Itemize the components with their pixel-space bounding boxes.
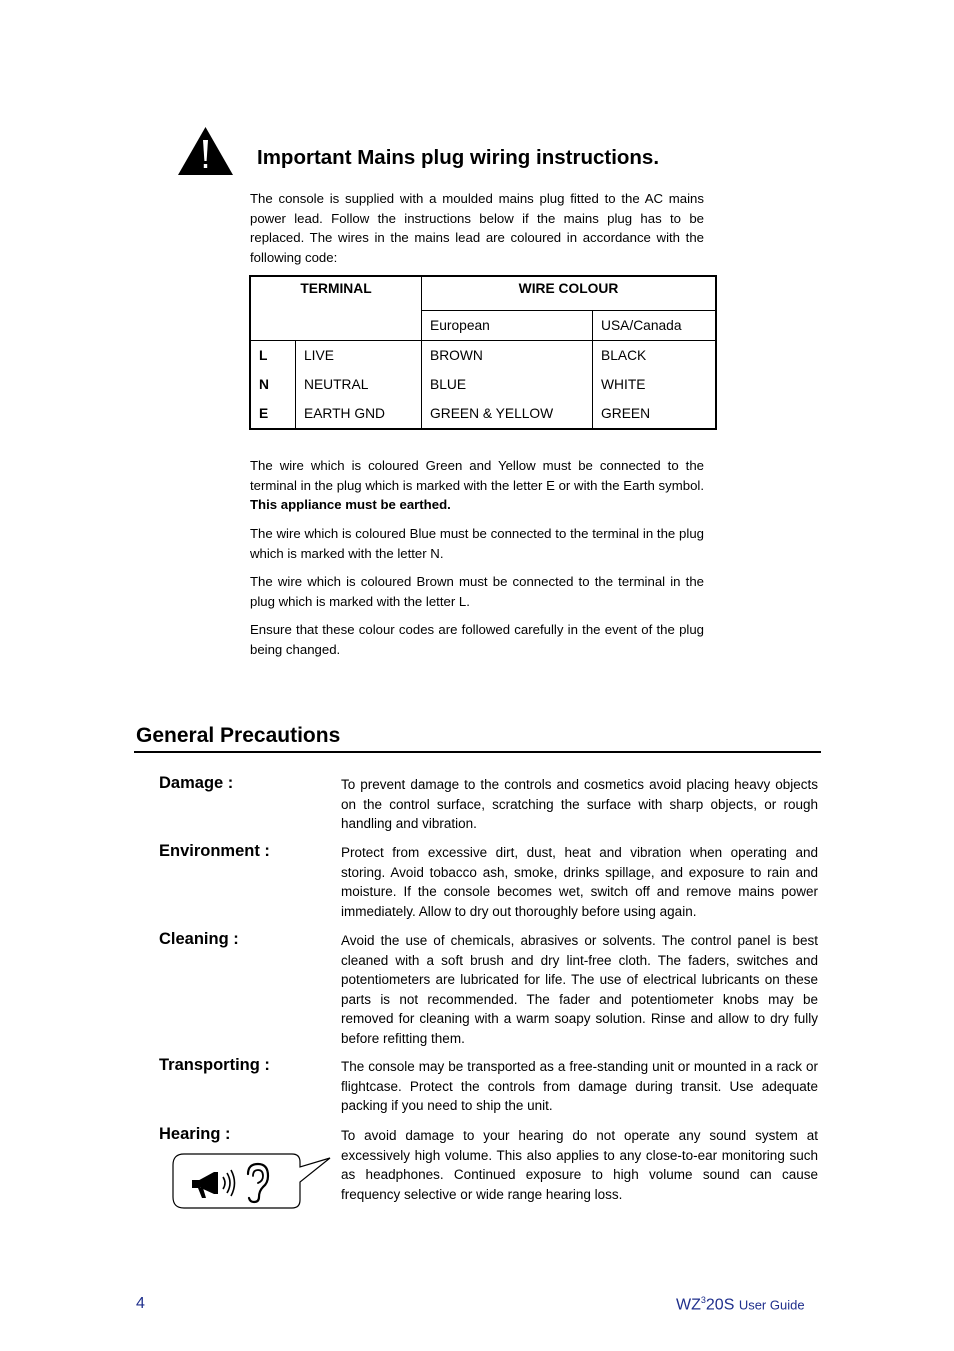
warning-triangle-icon bbox=[177, 126, 234, 176]
hearing-label: Hearing : bbox=[159, 1125, 231, 1143]
user-guide-label: User Guide bbox=[738, 1297, 805, 1313]
damage-label: Damage : bbox=[159, 774, 234, 792]
cleaning-label: Cleaning : bbox=[159, 930, 239, 948]
mains-title: Important Mains plug wiring instructions. bbox=[257, 146, 660, 169]
megaphone-ear-icon bbox=[170, 1152, 333, 1212]
transporting-text: The console may be transported as a free-standing unit or mounted in a rack or flightcase. Protect the controls from damage during transit. Use adequate packing if you need to ship the unit. bbox=[341, 1059, 818, 1113]
terminal-letter: E bbox=[259, 406, 269, 421]
european-colour: BLUE bbox=[422, 370, 593, 399]
terminal-letter: N bbox=[259, 377, 269, 392]
european-header: European bbox=[422, 311, 593, 341]
earth-paragraph-text: The wire which is coloured Green and Yellow must be connected to the terminal in the plug which is marked with the letter E or with the Earth symbol. bbox=[250, 458, 704, 493]
usa-colour: GREEN bbox=[593, 399, 717, 429]
environment-label: Environment : bbox=[159, 842, 270, 860]
cleaning-text: Avoid the use of chemicals, abrasives or solvents. The control panel is best cleaned with a soft brush and dry lint-free cloth. The faders, switches and potentiometers are lubricated for life. The use of electrical lubricants on these parts is not recommended. The fader and potentiometer knobs may be removed for cleaning with a warm soapy solution. Rinse and allow to dry fully before refitting them. bbox=[341, 933, 818, 1046]
mains-intro: The console is supplied with a moulded mains plug fitted to the AC mains power lead. Follow the instructions below if the mains plug has to be replaced. The wires in the mains lead are coloured in accordance with the following code: bbox=[250, 191, 704, 265]
product-suffix: 20S bbox=[705, 1296, 735, 1314]
table-row bbox=[250, 370, 716, 399]
terminal-header: TERMINAL bbox=[300, 281, 372, 296]
terminal-name: NEUTRAL bbox=[296, 370, 422, 399]
page-number: 4 bbox=[136, 1295, 145, 1312]
european-colour: BROWN bbox=[422, 341, 593, 371]
transporting-label: Transporting : bbox=[159, 1056, 270, 1074]
hearing-text: To avoid damage to your hearing do not operate any sound system at excessively high volume. This also applies to any close-to-ear monitoring such as headphones. Continued exposure to high volume sound can cause frequency selective or wide range hearing loss. bbox=[341, 1128, 818, 1202]
table-row bbox=[250, 399, 716, 429]
product-prefix: WZ bbox=[676, 1296, 701, 1314]
damage-text: To prevent damage to the controls and cosmetics avoid placing heavy objects on the control surface, scratching the surface with sharp objects, or rough handling and vibration. bbox=[341, 777, 818, 831]
environment-text: Protect from excessive dirt, dust, heat and vibration when operating and storing. Avoid tobacco ash, smoke, drinks spillage, and exposure to rain and moisture. If the console becomes wet, switch off and remove mains power immediately. Allow to dry out thoroughly before using again. bbox=[341, 845, 818, 919]
terminal-name: EARTH GND bbox=[296, 399, 422, 429]
terminal-letter: L bbox=[250, 341, 296, 371]
section-divider bbox=[134, 751, 821, 753]
neutral-paragraph: The wire which is coloured Blue must be connected to the terminal in the plug which is marked with the letter N. bbox=[250, 526, 704, 561]
colour-code-paragraph: Ensure that these colour codes are followed carefully in the event of the plug being changed. bbox=[250, 622, 704, 657]
live-paragraph: The wire which is coloured Brown must be connected to the terminal in the plug which is marked with the letter L. bbox=[250, 574, 704, 609]
product-superscript: 3 bbox=[700, 1295, 706, 1305]
earth-paragraph bbox=[250, 456, 704, 515]
product-guide-title bbox=[676, 1295, 805, 1314]
wire-colour-header: WIRE COLOUR bbox=[422, 276, 717, 311]
precautions-title: General Precautions bbox=[136, 724, 341, 747]
usa-header: USA/Canada bbox=[593, 311, 717, 341]
terminal-name: LIVE bbox=[296, 341, 422, 371]
wiring-table bbox=[249, 275, 717, 430]
table-row bbox=[250, 341, 716, 371]
usa-colour: BLACK bbox=[593, 341, 717, 371]
european-colour: GREEN & YELLOW bbox=[422, 399, 593, 429]
usa-colour: WHITE bbox=[593, 370, 717, 399]
earth-warning: This appliance must be earthed. bbox=[250, 497, 451, 512]
